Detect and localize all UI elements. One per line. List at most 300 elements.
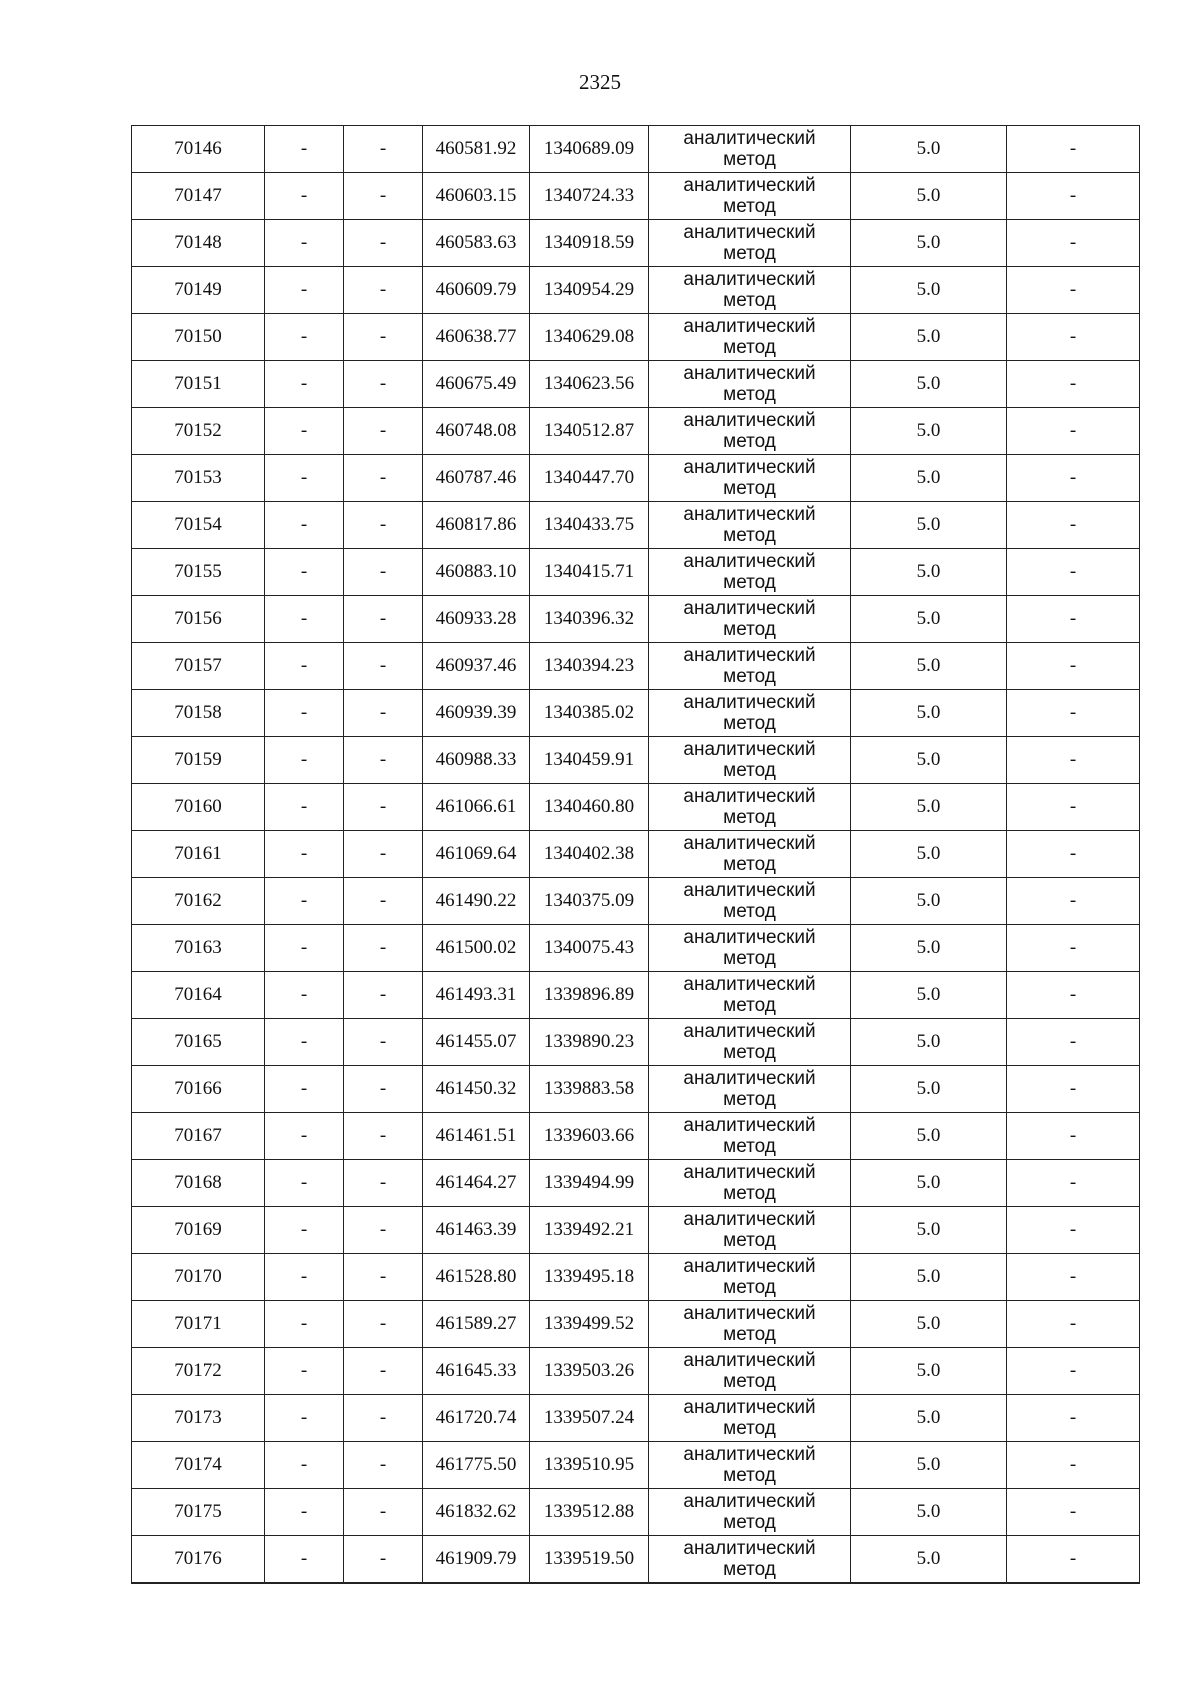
dash-cell-1: -: [265, 784, 344, 831]
method-cell: [649, 784, 851, 831]
dash-cell-2: -: [344, 784, 423, 831]
x-coordinate-cell: 461066.61: [423, 784, 530, 831]
method-cell: [649, 972, 851, 1019]
y-coordinate-cell: 1339512.88: [530, 1489, 649, 1536]
x-coordinate-cell: 460787.46: [423, 455, 530, 502]
x-coordinate-cell: 460675.49: [423, 361, 530, 408]
method-line-2: метод: [723, 666, 776, 687]
y-coordinate-cell: 1340415.71: [530, 549, 649, 596]
method-cell: [649, 1207, 851, 1254]
dash-cell-2: -: [344, 1254, 423, 1301]
table-row: [132, 1442, 1140, 1489]
dash-cell-1: -: [265, 1395, 344, 1442]
accuracy-cell: 5.0: [851, 1348, 1007, 1395]
method-cell: [649, 1536, 851, 1584]
method-cell: [649, 1254, 851, 1301]
dash-cell-2: -: [344, 173, 423, 220]
point-id-cell: 70164: [132, 972, 265, 1019]
method-cell: [649, 596, 851, 643]
point-id-cell: 70155: [132, 549, 265, 596]
y-coordinate-cell: 1339603.66: [530, 1113, 649, 1160]
method-line-1: аналитический: [683, 927, 816, 948]
accuracy-cell: 5.0: [851, 314, 1007, 361]
method-line-1: аналитический: [683, 833, 816, 854]
y-coordinate-cell: 1339510.95: [530, 1442, 649, 1489]
point-id-cell: 70156: [132, 596, 265, 643]
method-line-2: метод: [723, 995, 776, 1016]
accuracy-cell: 5.0: [851, 1019, 1007, 1066]
accuracy-cell: 5.0: [851, 502, 1007, 549]
point-id-cell: 70172: [132, 1348, 265, 1395]
accuracy-cell: 5.0: [851, 267, 1007, 314]
point-id-cell: 70169: [132, 1207, 265, 1254]
point-id-cell: 70151: [132, 361, 265, 408]
method-line-1: аналитический: [683, 410, 816, 431]
dash-cell-2: -: [344, 126, 423, 173]
method-line-2: метод: [723, 1324, 776, 1345]
method-cell: [649, 361, 851, 408]
dash-cell-1: -: [265, 737, 344, 784]
table-body: [132, 126, 1140, 1584]
dash-cell-3: -: [1007, 1301, 1140, 1348]
dash-cell-1: -: [265, 831, 344, 878]
point-id-cell: 70163: [132, 925, 265, 972]
table-row: [132, 784, 1140, 831]
method-line-2: метод: [723, 1418, 776, 1439]
dash-cell-3: -: [1007, 643, 1140, 690]
table-row: [132, 1536, 1140, 1584]
point-id-cell: 70146: [132, 126, 265, 173]
method-line-2: метод: [723, 384, 776, 405]
table-row: [132, 1254, 1140, 1301]
method-line-1: аналитический: [683, 222, 816, 243]
method-line-1: аналитический: [683, 1209, 816, 1230]
dash-cell-3: -: [1007, 455, 1140, 502]
method-cell: [649, 173, 851, 220]
table-row: [132, 1066, 1140, 1113]
table-row: [132, 126, 1140, 173]
point-id-cell: 70147: [132, 173, 265, 220]
dash-cell-3: -: [1007, 1489, 1140, 1536]
y-coordinate-cell: 1340447.70: [530, 455, 649, 502]
table-row: [132, 173, 1140, 220]
y-coordinate-cell: 1339499.52: [530, 1301, 649, 1348]
dash-cell-3: -: [1007, 408, 1140, 455]
dash-cell-2: -: [344, 925, 423, 972]
dash-cell-3: -: [1007, 972, 1140, 1019]
dash-cell-3: -: [1007, 267, 1140, 314]
y-coordinate-cell: 1340433.75: [530, 502, 649, 549]
accuracy-cell: 5.0: [851, 1160, 1007, 1207]
x-coordinate-cell: 461500.02: [423, 925, 530, 972]
method-line-1: аналитический: [683, 128, 816, 149]
table-row: [132, 972, 1140, 1019]
method-line-2: метод: [723, 1042, 776, 1063]
dash-cell-1: -: [265, 1489, 344, 1536]
y-coordinate-cell: 1340512.87: [530, 408, 649, 455]
method-line-2: метод: [723, 243, 776, 264]
point-id-cell: 70148: [132, 220, 265, 267]
method-line-1: аналитический: [683, 692, 816, 713]
method-line-2: метод: [723, 1512, 776, 1533]
accuracy-cell: 5.0: [851, 643, 1007, 690]
dash-cell-2: -: [344, 361, 423, 408]
x-coordinate-cell: 461775.50: [423, 1442, 530, 1489]
dash-cell-2: -: [344, 1536, 423, 1584]
dash-cell-1: -: [265, 408, 344, 455]
method-line-2: метод: [723, 807, 776, 828]
dash-cell-1: -: [265, 1066, 344, 1113]
accuracy-cell: 5.0: [851, 126, 1007, 173]
method-cell: [649, 925, 851, 972]
method-line-1: аналитический: [683, 739, 816, 760]
dash-cell-3: -: [1007, 1348, 1140, 1395]
method-line-1: аналитический: [683, 1303, 816, 1324]
table-row: [132, 220, 1140, 267]
method-cell: [649, 1301, 851, 1348]
dash-cell-1: -: [265, 267, 344, 314]
method-cell: [649, 737, 851, 784]
table-row: [132, 690, 1140, 737]
x-coordinate-cell: 460933.28: [423, 596, 530, 643]
x-coordinate-cell: 461589.27: [423, 1301, 530, 1348]
method-line-2: метод: [723, 619, 776, 640]
table-row: [132, 737, 1140, 784]
dash-cell-1: -: [265, 643, 344, 690]
y-coordinate-cell: 1340394.23: [530, 643, 649, 690]
y-coordinate-cell: 1340623.56: [530, 361, 649, 408]
method-cell: [649, 314, 851, 361]
dash-cell-1: -: [265, 596, 344, 643]
method-line-2: метод: [723, 1371, 776, 1392]
y-coordinate-cell: 1340375.09: [530, 878, 649, 925]
accuracy-cell: 5.0: [851, 784, 1007, 831]
point-id-cell: 70165: [132, 1019, 265, 1066]
method-line-2: метод: [723, 1465, 776, 1486]
y-coordinate-cell: 1339503.26: [530, 1348, 649, 1395]
table-row: [132, 596, 1140, 643]
dash-cell-1: -: [265, 455, 344, 502]
dash-cell-1: -: [265, 972, 344, 1019]
y-coordinate-cell: 1340724.33: [530, 173, 649, 220]
dash-cell-2: -: [344, 1160, 423, 1207]
x-coordinate-cell: 461450.32: [423, 1066, 530, 1113]
method-line-1: аналитический: [683, 1068, 816, 1089]
dash-cell-2: -: [344, 737, 423, 784]
method-line-1: аналитический: [683, 1115, 816, 1136]
dash-cell-1: -: [265, 220, 344, 267]
point-id-cell: 70175: [132, 1489, 265, 1536]
method-cell: [649, 126, 851, 173]
dash-cell-2: -: [344, 1348, 423, 1395]
method-line-1: аналитический: [683, 1350, 816, 1371]
dash-cell-3: -: [1007, 1207, 1140, 1254]
x-coordinate-cell: 460939.39: [423, 690, 530, 737]
method-line-1: аналитический: [683, 1444, 816, 1465]
accuracy-cell: 5.0: [851, 549, 1007, 596]
point-id-cell: 70168: [132, 1160, 265, 1207]
method-line-1: аналитический: [683, 551, 816, 572]
method-line-1: аналитический: [683, 645, 816, 666]
x-coordinate-cell: 461832.62: [423, 1489, 530, 1536]
accuracy-cell: 5.0: [851, 1489, 1007, 1536]
dash-cell-2: -: [344, 1395, 423, 1442]
accuracy-cell: 5.0: [851, 1207, 1007, 1254]
dash-cell-1: -: [265, 1113, 344, 1160]
x-coordinate-cell: 461909.79: [423, 1536, 530, 1584]
method-line-2: метод: [723, 1183, 776, 1204]
method-line-2: метод: [723, 337, 776, 358]
method-line-2: метод: [723, 1136, 776, 1157]
dash-cell-1: -: [265, 361, 344, 408]
x-coordinate-cell: 461069.64: [423, 831, 530, 878]
dash-cell-3: -: [1007, 1066, 1140, 1113]
dash-cell-3: -: [1007, 831, 1140, 878]
table-row: [132, 1019, 1140, 1066]
table-row: [132, 1489, 1140, 1536]
dash-cell-3: -: [1007, 784, 1140, 831]
dash-cell-2: -: [344, 1301, 423, 1348]
accuracy-cell: 5.0: [851, 1442, 1007, 1489]
dash-cell-1: -: [265, 1207, 344, 1254]
dash-cell-1: -: [265, 1301, 344, 1348]
dash-cell-3: -: [1007, 220, 1140, 267]
y-coordinate-cell: 1339492.21: [530, 1207, 649, 1254]
method-line-1: аналитический: [683, 1256, 816, 1277]
x-coordinate-cell: 460748.08: [423, 408, 530, 455]
accuracy-cell: 5.0: [851, 408, 1007, 455]
x-coordinate-cell: 461645.33: [423, 1348, 530, 1395]
dash-cell-1: -: [265, 1019, 344, 1066]
method-cell: [649, 1489, 851, 1536]
x-coordinate-cell: 460817.86: [423, 502, 530, 549]
y-coordinate-cell: 1340460.80: [530, 784, 649, 831]
point-id-cell: 70159: [132, 737, 265, 784]
method-line-1: аналитический: [683, 1021, 816, 1042]
accuracy-cell: 5.0: [851, 690, 1007, 737]
y-coordinate-cell: 1340954.29: [530, 267, 649, 314]
dash-cell-3: -: [1007, 1442, 1140, 1489]
table-row: [132, 1113, 1140, 1160]
dash-cell-2: -: [344, 690, 423, 737]
point-id-cell: 70154: [132, 502, 265, 549]
accuracy-cell: 5.0: [851, 925, 1007, 972]
x-coordinate-cell: 461455.07: [423, 1019, 530, 1066]
method-line-2: метод: [723, 196, 776, 217]
method-line-1: аналитический: [683, 269, 816, 290]
table-row: [132, 314, 1140, 361]
method-line-1: аналитический: [683, 316, 816, 337]
point-id-cell: 70167: [132, 1113, 265, 1160]
table-row: [132, 408, 1140, 455]
dash-cell-3: -: [1007, 126, 1140, 173]
method-line-1: аналитический: [683, 363, 816, 384]
method-cell: [649, 1160, 851, 1207]
point-id-cell: 70162: [132, 878, 265, 925]
y-coordinate-cell: 1339890.23: [530, 1019, 649, 1066]
method-line-1: аналитический: [683, 786, 816, 807]
method-cell: [649, 549, 851, 596]
table-row: [132, 361, 1140, 408]
dash-cell-2: -: [344, 1019, 423, 1066]
x-coordinate-cell: 460988.33: [423, 737, 530, 784]
point-id-cell: 70173: [132, 1395, 265, 1442]
dash-cell-3: -: [1007, 549, 1140, 596]
x-coordinate-cell: 461463.39: [423, 1207, 530, 1254]
dash-cell-3: -: [1007, 1536, 1140, 1584]
dash-cell-2: -: [344, 220, 423, 267]
dash-cell-2: -: [344, 314, 423, 361]
method-cell: [649, 1442, 851, 1489]
dash-cell-2: -: [344, 596, 423, 643]
point-id-cell: 70152: [132, 408, 265, 455]
point-id-cell: 70174: [132, 1442, 265, 1489]
x-coordinate-cell: 460583.63: [423, 220, 530, 267]
dash-cell-2: -: [344, 549, 423, 596]
method-line-2: метод: [723, 901, 776, 922]
accuracy-cell: 5.0: [851, 596, 1007, 643]
dash-cell-3: -: [1007, 1160, 1140, 1207]
method-line-1: аналитический: [683, 504, 816, 525]
accuracy-cell: 5.0: [851, 1066, 1007, 1113]
y-coordinate-cell: 1339495.18: [530, 1254, 649, 1301]
method-cell: [649, 643, 851, 690]
dash-cell-2: -: [344, 972, 423, 1019]
x-coordinate-cell: 461720.74: [423, 1395, 530, 1442]
dash-cell-3: -: [1007, 1254, 1140, 1301]
x-coordinate-cell: 460609.79: [423, 267, 530, 314]
table-row: [132, 831, 1140, 878]
method-line-1: аналитический: [683, 457, 816, 478]
dash-cell-3: -: [1007, 596, 1140, 643]
dash-cell-1: -: [265, 1160, 344, 1207]
dash-cell-3: -: [1007, 502, 1140, 549]
method-cell: [649, 408, 851, 455]
method-line-2: метод: [723, 854, 776, 875]
accuracy-cell: 5.0: [851, 1536, 1007, 1584]
dash-cell-3: -: [1007, 1113, 1140, 1160]
method-line-1: аналитический: [683, 1491, 816, 1512]
x-coordinate-cell: 460937.46: [423, 643, 530, 690]
method-cell: [649, 1395, 851, 1442]
y-coordinate-cell: 1340689.09: [530, 126, 649, 173]
dash-cell-1: -: [265, 925, 344, 972]
dash-cell-2: -: [344, 1489, 423, 1536]
y-coordinate-cell: 1340918.59: [530, 220, 649, 267]
method-cell: [649, 831, 851, 878]
accuracy-cell: 5.0: [851, 361, 1007, 408]
x-coordinate-cell: 461528.80: [423, 1254, 530, 1301]
y-coordinate-cell: 1339494.99: [530, 1160, 649, 1207]
table-row: [132, 1301, 1140, 1348]
table-row: [132, 1160, 1140, 1207]
dash-cell-1: -: [265, 126, 344, 173]
dash-cell-2: -: [344, 267, 423, 314]
dash-cell-1: -: [265, 690, 344, 737]
table-row: [132, 878, 1140, 925]
x-coordinate-cell: 461464.27: [423, 1160, 530, 1207]
method-line-2: метод: [723, 948, 776, 969]
method-line-2: метод: [723, 478, 776, 499]
x-coordinate-cell: 460603.15: [423, 173, 530, 220]
method-cell: [649, 502, 851, 549]
table-row: [132, 455, 1140, 502]
accuracy-cell: 5.0: [851, 173, 1007, 220]
table-row: [132, 1207, 1140, 1254]
method-line-2: метод: [723, 572, 776, 593]
y-coordinate-cell: 1340385.02: [530, 690, 649, 737]
point-id-cell: 70149: [132, 267, 265, 314]
method-line-1: аналитический: [683, 1538, 816, 1559]
dash-cell-2: -: [344, 1066, 423, 1113]
y-coordinate-cell: 1339896.89: [530, 972, 649, 1019]
accuracy-cell: 5.0: [851, 831, 1007, 878]
dash-cell-1: -: [265, 549, 344, 596]
x-coordinate-cell: 461461.51: [423, 1113, 530, 1160]
dash-cell-1: -: [265, 1348, 344, 1395]
point-id-cell: 70170: [132, 1254, 265, 1301]
table-row: [132, 925, 1140, 972]
y-coordinate-cell: 1339507.24: [530, 1395, 649, 1442]
dash-cell-1: -: [265, 1254, 344, 1301]
accuracy-cell: 5.0: [851, 1395, 1007, 1442]
dash-cell-3: -: [1007, 737, 1140, 784]
accuracy-cell: 5.0: [851, 220, 1007, 267]
method-line-1: аналитический: [683, 1397, 816, 1418]
method-line-2: метод: [723, 525, 776, 546]
dash-cell-3: -: [1007, 314, 1140, 361]
method-line-2: метод: [723, 1277, 776, 1298]
method-cell: [649, 455, 851, 502]
method-line-2: метод: [723, 290, 776, 311]
dash-cell-2: -: [344, 1442, 423, 1489]
accuracy-cell: 5.0: [851, 737, 1007, 784]
point-id-cell: 70158: [132, 690, 265, 737]
method-line-1: аналитический: [683, 598, 816, 619]
y-coordinate-cell: 1340629.08: [530, 314, 649, 361]
method-line-2: метод: [723, 1559, 776, 1580]
y-coordinate-cell: 1339883.58: [530, 1066, 649, 1113]
method-line-2: метод: [723, 713, 776, 734]
dash-cell-2: -: [344, 878, 423, 925]
method-line-1: аналитический: [683, 1162, 816, 1183]
method-cell: [649, 267, 851, 314]
point-id-cell: 70161: [132, 831, 265, 878]
y-coordinate-cell: 1340075.43: [530, 925, 649, 972]
dash-cell-3: -: [1007, 925, 1140, 972]
table-row: [132, 643, 1140, 690]
method-cell: [649, 1348, 851, 1395]
table-row: [132, 549, 1140, 596]
dash-cell-1: -: [265, 878, 344, 925]
point-id-cell: 70176: [132, 1536, 265, 1584]
dash-cell-1: -: [265, 502, 344, 549]
dash-cell-2: -: [344, 1207, 423, 1254]
method-line-2: метод: [723, 431, 776, 452]
method-line-2: метод: [723, 1089, 776, 1110]
accuracy-cell: 5.0: [851, 1254, 1007, 1301]
x-coordinate-cell: 461493.31: [423, 972, 530, 1019]
method-cell: [649, 690, 851, 737]
point-id-cell: 70153: [132, 455, 265, 502]
method-cell: [649, 220, 851, 267]
y-coordinate-cell: 1340402.38: [530, 831, 649, 878]
dash-cell-2: -: [344, 831, 423, 878]
point-id-cell: 70150: [132, 314, 265, 361]
x-coordinate-cell: 460638.77: [423, 314, 530, 361]
dash-cell-2: -: [344, 502, 423, 549]
method-cell: [649, 1019, 851, 1066]
